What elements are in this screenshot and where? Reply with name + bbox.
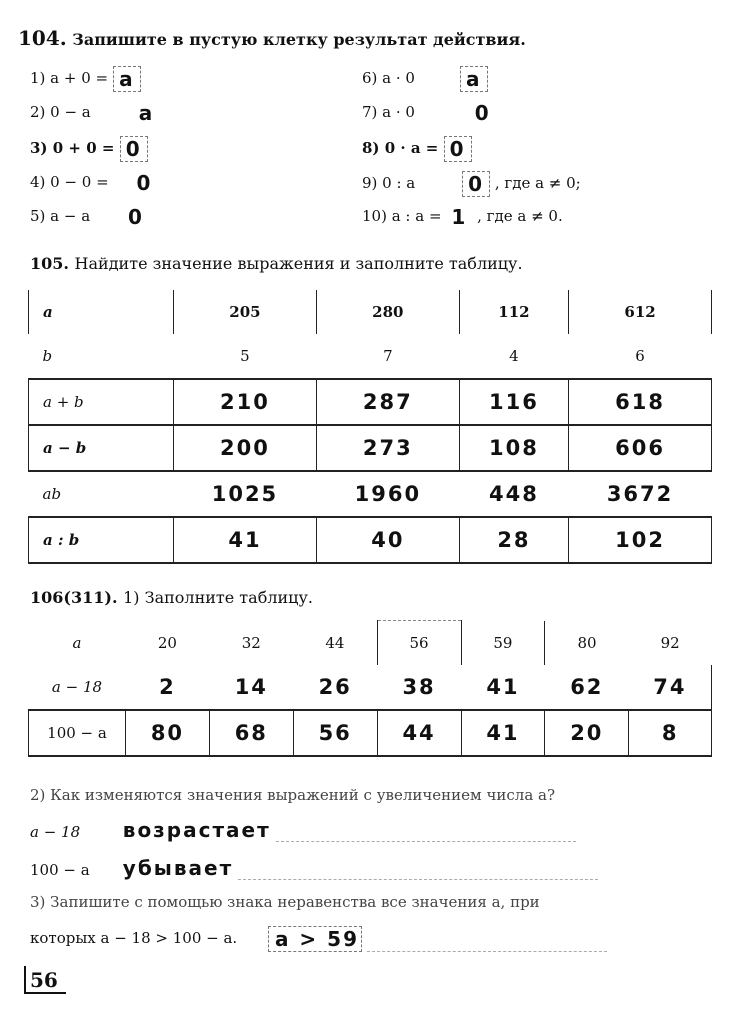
answer-cell[interactable]: 0	[462, 171, 490, 197]
answer-cell[interactable]: 38	[402, 675, 436, 699]
answer-cell[interactable]: 1	[451, 205, 468, 229]
answer-cell[interactable]: 606	[569, 425, 712, 471]
answer-cell[interactable]: 0	[127, 205, 144, 229]
table-row	[29, 471, 712, 517]
answer-cell[interactable]: 44	[377, 710, 461, 756]
expr: 2) 0 − a	[30, 103, 91, 121]
answer-cell[interactable]: 68	[209, 710, 293, 756]
table-row	[29, 710, 712, 756]
task-106-number: 106(311).	[30, 588, 118, 607]
row-label: 100 − a	[29, 710, 126, 756]
page-number: 56	[24, 966, 66, 994]
expr: 6) a · 0	[362, 69, 415, 87]
expr: 10) a : a =	[362, 207, 442, 225]
answer-cell[interactable]: 0	[474, 101, 491, 125]
expr: 1) a + 0 =	[30, 69, 109, 87]
answer-label: a − 18	[30, 823, 81, 841]
a-cell: 80	[545, 621, 629, 666]
b-cell: 5	[240, 347, 250, 365]
answer-cell[interactable]: 41	[174, 517, 317, 563]
answer-cell[interactable]: 0	[120, 136, 148, 162]
answer-cell[interactable]: 102	[569, 517, 712, 563]
b-cell: 4	[509, 347, 519, 365]
answer-cell[interactable]: 1960	[354, 482, 422, 506]
task-106-answer-2a	[30, 818, 576, 842]
row-label: ab	[42, 485, 62, 503]
row-label: a : b	[29, 517, 174, 563]
expr: 5) a − a	[30, 207, 91, 225]
table-row	[29, 425, 712, 471]
a-row	[29, 621, 712, 666]
task-106-question-3: 3) Запишите с помощью знака неравенства все значения a, при	[30, 893, 540, 911]
answer-cell[interactable]: 210	[174, 379, 317, 425]
answer-cell[interactable]: 0	[444, 136, 472, 162]
answer-line	[367, 929, 607, 952]
a-cell: 44	[325, 633, 345, 652]
answer-cell[interactable]: 116	[459, 379, 568, 425]
answer-cell[interactable]: 200	[174, 425, 317, 471]
task-105-title	[30, 254, 523, 273]
b-cell: 6	[635, 347, 645, 365]
task-105-number: 105.	[30, 254, 69, 273]
answer-cell[interactable]: 28	[459, 517, 568, 563]
row-label: a + b	[29, 379, 174, 425]
task-106-table	[28, 620, 712, 757]
answer-cell[interactable]: a	[113, 66, 141, 92]
b-cell: 7	[383, 347, 393, 365]
answer-cell[interactable]: 618	[569, 379, 712, 425]
answer-cell[interactable]: 14	[234, 675, 268, 699]
answer-cell[interactable]: 56	[293, 710, 377, 756]
header-cell: 205	[174, 290, 317, 334]
task-104-item-8	[362, 136, 472, 162]
a-cell: 56	[377, 621, 461, 666]
answer-cell[interactable]: 20	[545, 710, 629, 756]
b-label: b	[42, 347, 53, 365]
answer-cell[interactable]: 62	[570, 675, 604, 699]
expr: 3) 0 + 0 =	[30, 139, 115, 157]
task-104-item-10	[362, 205, 563, 229]
answer-cell[interactable]: 3672	[606, 482, 674, 506]
expr: 9) 0 : a	[362, 174, 416, 192]
task-106-answer-2b	[30, 856, 598, 880]
task-104-item-9	[362, 171, 581, 197]
task-106-answer-3	[30, 926, 607, 952]
task-105-instruction: Найдите значение выражения и заполните таблицу.	[74, 254, 523, 273]
answer-cell[interactable]: 26	[318, 675, 352, 699]
b-row	[29, 334, 712, 379]
answer-cell[interactable]: 80	[126, 710, 210, 756]
answer-cell[interactable]: 74	[629, 665, 712, 710]
table-row	[29, 665, 712, 710]
answer-text[interactable]: возрастает	[122, 818, 271, 842]
answer-cell[interactable]: 40	[316, 517, 459, 563]
answer-cell[interactable]: a	[460, 66, 488, 92]
answer-cell[interactable]: 273	[316, 425, 459, 471]
task-105-table	[28, 290, 712, 564]
answer-text[interactable]: a > 59	[268, 926, 362, 952]
header-cell: 112	[459, 290, 568, 334]
suffix: , где a ≠ 0.	[477, 207, 563, 225]
expr: 8) 0 · a =	[362, 139, 439, 157]
a-label: a	[72, 633, 82, 652]
answer-cell[interactable]: a	[138, 101, 155, 125]
task-104-item-2	[30, 101, 158, 125]
task-106-title	[30, 588, 313, 607]
header-cell: 280	[316, 290, 459, 334]
answer-line	[276, 819, 576, 842]
task-104-item-4	[30, 171, 155, 195]
answer-cell[interactable]: 2	[159, 675, 176, 699]
answer-label: 100 − a	[30, 861, 90, 879]
task-104-item-5	[30, 205, 147, 229]
table-row	[29, 379, 712, 425]
row-label: a − 18	[51, 678, 103, 696]
a-cell: 92	[660, 633, 680, 652]
question-3-cont: которых a − 18 > 100 − a.	[30, 929, 238, 947]
expr: 7) a · 0	[362, 103, 415, 121]
answer-cell[interactable]: 0	[136, 171, 153, 195]
answer-cell[interactable]: 41	[461, 710, 545, 756]
table-row	[29, 517, 712, 563]
task-106-instruction: 1) Заполните таблицу.	[123, 588, 313, 607]
task-104-number: 104.	[18, 26, 67, 50]
a-cell: 59	[493, 633, 513, 652]
answer-cell[interactable]: 41	[486, 675, 520, 699]
row-label: a − b	[29, 425, 174, 471]
expr: 4) 0 − 0 =	[30, 173, 109, 191]
task-104-instruction: Запишите в пустую клетку результат действия.	[72, 30, 526, 49]
task-104-item-1	[30, 66, 141, 92]
task-106-question-2: 2) Как изменяются значения выражений с увеличением числа a?	[30, 786, 556, 804]
header-cell: a	[29, 290, 174, 334]
answer-cell[interactable]: 1025	[211, 482, 279, 506]
a-cell: 32	[241, 633, 261, 652]
answer-cell[interactable]: 287	[316, 379, 459, 425]
answer-cell[interactable]: 8	[629, 710, 712, 756]
task-104-item-6	[362, 66, 488, 92]
header-row	[29, 290, 712, 334]
header-cell: 612	[569, 290, 712, 334]
suffix: , где a ≠ 0;	[494, 174, 581, 192]
answer-text[interactable]: убывает	[122, 856, 234, 880]
task-104-item-3	[30, 136, 148, 162]
answer-cell[interactable]: 108	[459, 425, 568, 471]
task-104-item-7	[362, 101, 494, 125]
answer-cell[interactable]: 448	[489, 482, 539, 506]
a-cell: 20	[157, 633, 177, 652]
task-104-title	[18, 26, 526, 50]
answer-line	[238, 857, 598, 880]
